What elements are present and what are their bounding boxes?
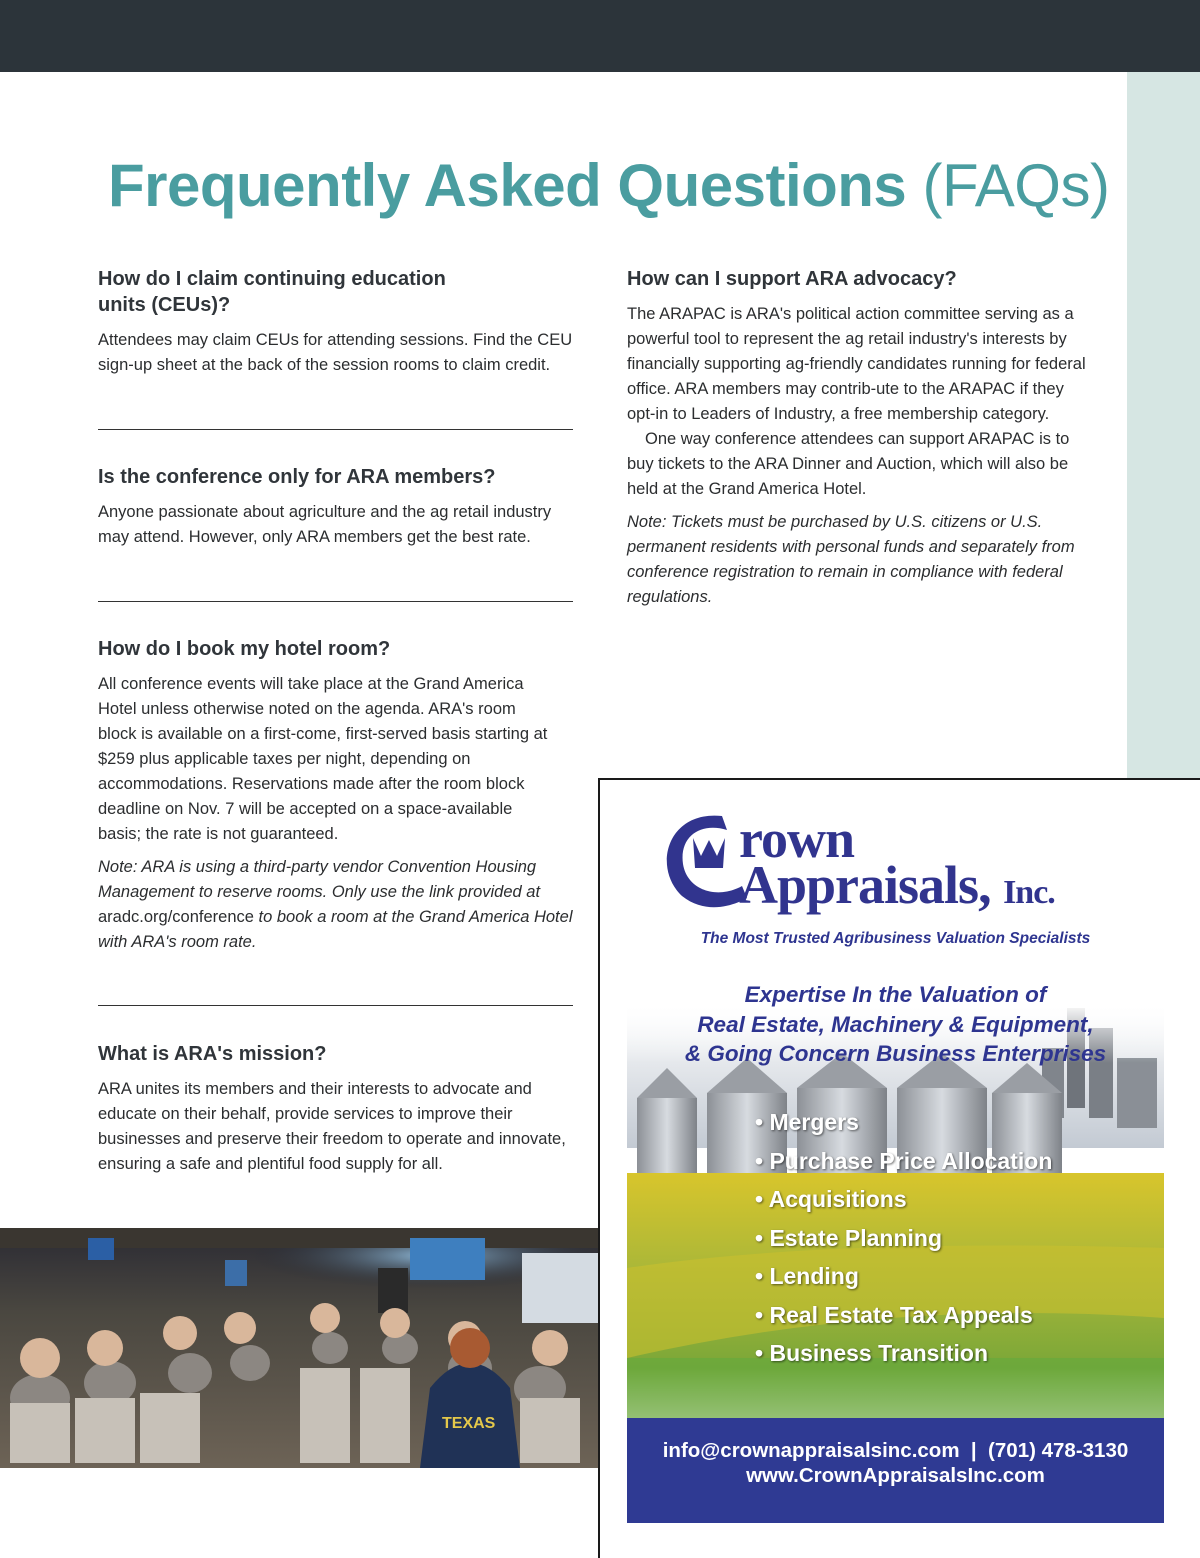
ad-tagline: The Most Trusted Agribusiness Valuation Specialists <box>700 930 1091 947</box>
divider <box>98 1005 573 1006</box>
divider <box>98 429 573 430</box>
faq-advocacy <box>627 266 1092 610</box>
faq-question: How do I claim continuing education units (CEUs)? <box>98 268 446 316</box>
faq-question: What is ARA's mission? <box>98 1043 327 1065</box>
faq-answer: ARA unites its members and their interests to advocate and educate on their behalf, provide services to improve their businesses and preserve their freedom to operate and innovate, ensuring a safe and plentiful food supply for all. <box>98 1080 566 1173</box>
conference-photo <box>0 1228 600 1468</box>
service-item: • Mergers <box>755 1109 859 1135</box>
service-item: • Business Transition <box>755 1340 989 1366</box>
service-item: • Estate Planning <box>755 1224 942 1251</box>
faq-answer: One way conference attendees can support ARAPAC is to buy tickets to the ARA Dinner and Auction, which will also be held at the Grand America Hotel. <box>627 430 1070 498</box>
faq-ceu <box>98 266 573 378</box>
header-bar <box>0 0 1200 72</box>
faq-answer: Anyone passionate about agriculture and the ag retail industry may attend. However, only ARA members get the best rate. <box>98 503 552 546</box>
faq-question: Is the conference only for ARA members? <box>98 466 496 488</box>
faq-answer: All conference events will take place at the Grand America Hotel unless otherwise noted on the agenda. ARA's room block is available on a first-come, first-served basis starting at $259 plus applicable taxes per night, depending on accommodations. Reservations made after the room block deadline on Nov. 7 will be accepted on a space-available basis; the rate is not guaranteed. <box>98 675 548 843</box>
conference-link[interactable]: aradc.org/conference <box>98 908 254 926</box>
crown-appraisals-ad[interactable] <box>627 798 1164 1523</box>
service-item: • Real Estate Tax Appeals <box>755 1301 1033 1328</box>
faq-answer: Attendees may claim CEUs for attending sessions. Find the CEU sign-up sheet at the back of the session rooms to claim credit. <box>98 331 573 374</box>
faq-mission <box>98 1041 573 1177</box>
faq-hotel <box>98 636 573 955</box>
divider <box>98 601 573 602</box>
faq-note: Note: ARA is using a third-party vendor Convention Housing Management to reserve rooms. Only use the link provided at aradc.org/conference to book a room at the Grand America Hotel with ARA's room rate. <box>98 858 573 951</box>
ad-expertise: Expertise In the Valuation of Real Estate, Machinery & Equipment, & Going Concern Business Enterprises <box>684 982 1107 1066</box>
page-title: Frequently Asked Questions (FAQs) <box>108 152 1110 219</box>
logo-text-rown: rown <box>739 809 855 869</box>
service-item: • Purchase Price Allocation <box>755 1147 1053 1174</box>
faq-note: Note: Tickets must be purchased by U.S. citizens or U.S. permanent residents with personal funds and separately from conference registration to remain in compliance with federal regulations. <box>627 513 1075 606</box>
faq-question: How can I support ARA advocacy? <box>627 268 957 290</box>
service-item: • Acquisitions <box>755 1186 907 1212</box>
logo-text-appraisals: Appraisals, Inc. <box>739 855 1055 915</box>
contact-website[interactable]: www.CrownAppraisalsInc.com <box>746 1464 1045 1487</box>
services-list <box>755 1103 1052 1373</box>
faq-question: How do I book my hotel room? <box>98 638 391 660</box>
service-item: • Lending <box>755 1263 859 1289</box>
ad-contact <box>627 1438 1164 1488</box>
faq-answer: The ARAPAC is ARA's political action committee serving as a powerful tool to represent the ag retail industry's interests by financially supporting ag-friendly candidates running for federal office. ARA members may contrib-ute to the ARAPAC if they opt-in to Leaders of Industry, a free membership category. <box>627 305 1086 423</box>
contact-email-phone[interactable]: info@crownappraisalsinc.com | (701) 478-3130 <box>662 1439 1129 1462</box>
page-title-paren: (FAQs) <box>922 152 1110 219</box>
shirt-text: TEXAS <box>442 1415 496 1432</box>
side-accent-strip <box>1127 72 1200 778</box>
faq-members <box>98 464 573 550</box>
